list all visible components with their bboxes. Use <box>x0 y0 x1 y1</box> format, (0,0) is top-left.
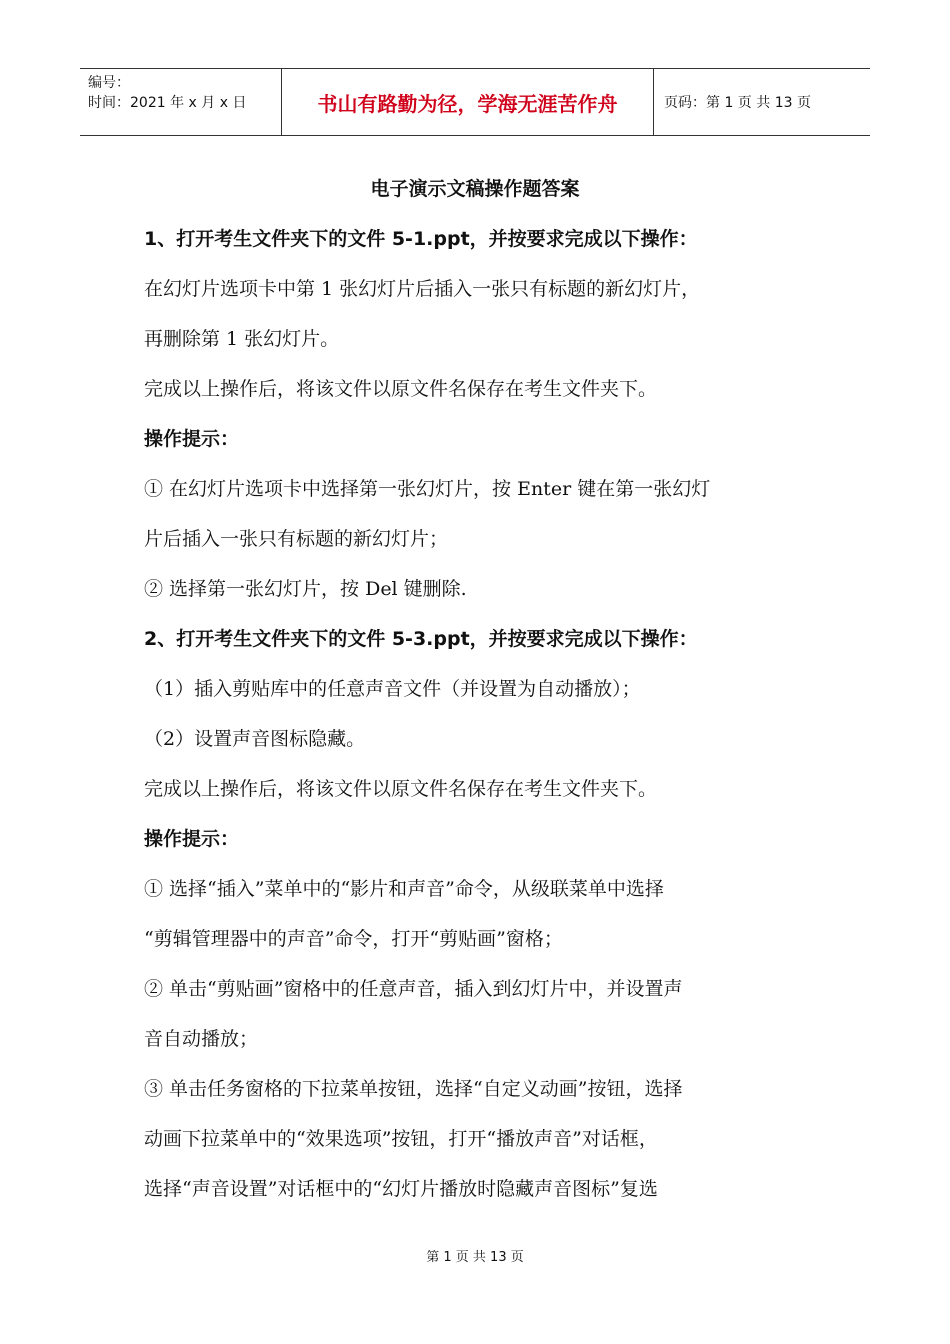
body-line: ② 选择第一张幻灯片，按 Del 键删除. <box>144 578 467 600</box>
body-line: 动画下拉菜单中的“效果选项”按钮，打开“播放声音”对话框， <box>144 1128 658 1150</box>
body-line: ② 单击“剪贴画”窗格中的任意声音，插入到幻灯片中，并设置声 <box>144 978 683 1000</box>
document-body <box>144 214 824 1214</box>
body-line: 再删除第 1 张幻灯片。 <box>144 328 340 350</box>
page-footer: 第 1 页 共 13 页 <box>426 1250 524 1265</box>
section-heading: 2、打开考生文件夹下的文件 5-3.ppt，并按要求完成以下操作： <box>144 628 698 650</box>
header-table <box>80 68 870 136</box>
body-line: “剪辑管理器中的声音”命令，打开“剪贴画”窗格； <box>144 928 563 950</box>
body-line: 片后插入一张只有标题的新幻灯片； <box>144 528 449 550</box>
header-motto: 书山有路勤为径，学海无涯苦作舟 <box>282 69 654 135</box>
body-line: ① 选择“插入”菜单中的“影片和声音”命令，从级联菜单中选择 <box>144 878 664 900</box>
body-line: （2）设置声音图标隐藏。 <box>144 728 366 750</box>
header-meta <box>80 69 282 135</box>
body-line: ③ 单击任务窗格的下拉菜单按钮，选择“自定义动画”按钮，选择 <box>144 1078 683 1100</box>
body-line: 选择“声音设置”对话框中的“幻灯片播放时隐藏声音图标”复选 <box>144 1178 658 1200</box>
document-title: 电子演示文稿操作题答案 <box>370 178 580 200</box>
body-line: 音自动播放； <box>144 1028 259 1050</box>
body-line: 在幻灯片选项卡中第 1 张幻灯片后插入一张只有标题的新幻灯片， <box>144 278 701 300</box>
section-heading: 1、打开考生文件夹下的文件 5-1.ppt，并按要求完成以下操作： <box>144 228 698 250</box>
body-line: 完成以上操作后，将该文件以原文件名保存在考生文件夹下。 <box>144 778 658 800</box>
body-line: （1）插入剪贴库中的任意声音文件（并设置为自动播放）； <box>144 678 641 700</box>
document-date: 时间：2021 年 x 月 x 日 <box>88 95 247 111</box>
section-heading: 操作提示： <box>144 428 240 450</box>
body-line: ① 在幻灯片选项卡中选择第一张幻灯片，按 Enter 键在第一张幻灯 <box>144 478 711 500</box>
section-heading: 操作提示： <box>144 828 240 850</box>
header-page-info: 页码：第 1 页 共 13 页 <box>664 95 811 111</box>
body-line: 完成以上操作后，将该文件以原文件名保存在考生文件夹下。 <box>144 378 658 400</box>
document-number-label: 编号： <box>88 75 130 91</box>
